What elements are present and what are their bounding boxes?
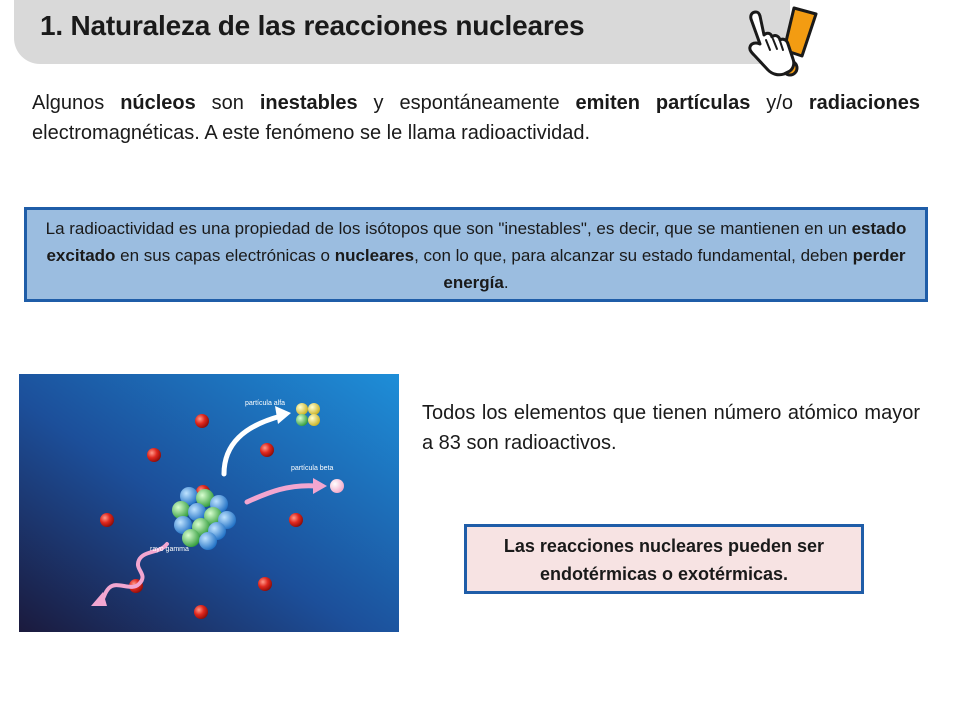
radioactive-elements-text: Todos los elementos que tienen número atómico mayor a 83 son radioactivos. bbox=[422, 402, 920, 454]
svg-text:partícula alfa: partícula alfa bbox=[245, 400, 286, 407]
page-title: 1. Naturaleza de las reacciones nucleares bbox=[40, 10, 585, 41]
svg-text:partícula beta: partícula beta bbox=[291, 465, 334, 472]
intro-paragraph: Algunos núcleos son inestables y espontáneamente emiten partículas y/o radiaciones electromagnéticas. A este fenómeno se le llama radioactividad. bbox=[32, 92, 921, 144]
reactions-highlight-box: Las reacciones nucleares pueden ser endotérmicas o exotérmicas. bbox=[464, 524, 864, 594]
svg-text:rayo gamma: rayo gamma bbox=[150, 546, 189, 553]
definition-box: La radioactividad es una propiedad de los isótopos que son "inestables", es decir, que se mantienen en un estado excitado en sus capas electrónicas o nucleares, con lo que, para alcanzar su estado fundamental, deben perder energía. bbox=[24, 207, 928, 302]
radioactivity-illustration bbox=[19, 374, 399, 632]
pointing-hand-exclamation-icon bbox=[738, 4, 822, 82]
